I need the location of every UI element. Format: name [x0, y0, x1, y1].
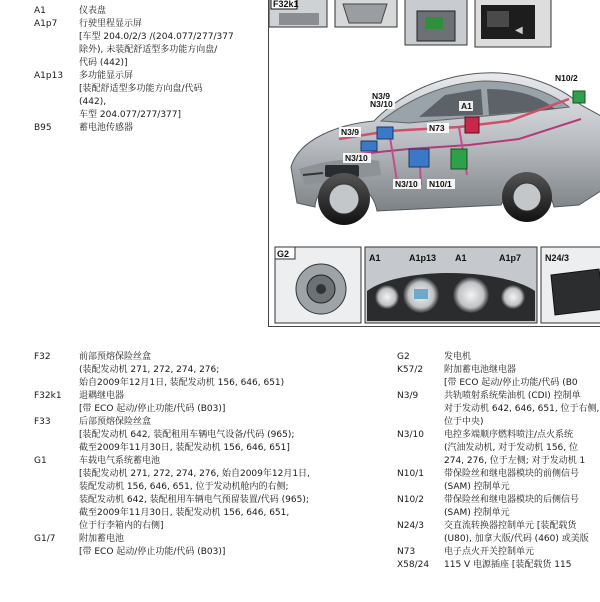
legend-code: N10/2: [397, 495, 424, 505]
legend-text: [带 ECO 起动/停止功能/代码 (B0: [444, 378, 578, 388]
callout-label: N3/10: [370, 99, 393, 109]
legend-entry: [34, 390, 354, 416]
legend-code: G1: [34, 456, 47, 466]
legend-text: [车型 204.0/2/3 /(204.077/277/377: [79, 32, 234, 42]
legend-text: 发电机: [444, 352, 472, 362]
legend-code: G1/7: [34, 534, 56, 544]
legend-entry: [397, 520, 600, 546]
callout-label: N3/9: [372, 91, 390, 101]
legend-entry: [34, 455, 354, 533]
legend-entry: [397, 468, 600, 494]
legend-text: (装配发动机 271, 272, 274, 276;: [79, 365, 220, 375]
legend-entry: [397, 364, 600, 390]
top-inset-photo-3: [405, 0, 467, 45]
legend-text: 除外), 未装配舒适型多功能方向盘/: [79, 45, 218, 55]
legend-text: 位于中央): [444, 417, 484, 427]
callout-label: N73: [429, 123, 445, 133]
legend-text: 退耦继电器: [79, 391, 125, 401]
top-inset-photo-4: [475, 0, 551, 47]
legend-text: [带 ECO 起动/停止功能/代码 (B03)]: [79, 404, 226, 414]
component-location-figure: [268, 0, 600, 327]
legend-text: (U80), 加拿大版/代码 (460) 或美版: [444, 534, 589, 544]
callout-label: N3/10: [395, 179, 418, 189]
legend-text: 对于发动机 642, 646, 651, 位于右侧,: [444, 404, 600, 414]
legend-code: F32k1: [34, 391, 62, 401]
legend-text: 交直流转换器控制单元 [装配载货: [444, 521, 577, 531]
legend-entry: [34, 416, 354, 455]
legend-text: 电子点火开关控制单元: [444, 547, 535, 557]
legend-text: (SAM) 控制单元: [444, 482, 510, 492]
legend-text: (SAM) 控制单元: [444, 508, 510, 518]
callout-label: N3/10: [345, 153, 368, 163]
legend-entry: [397, 494, 600, 520]
top-inset-photo-1: [269, 0, 327, 27]
legend-text: 截至2009年11月30日, 装配发动机 156, 646, 651]: [79, 443, 290, 453]
legend-text: 后部预熔保险丝盒: [79, 417, 152, 427]
legend-text: (汽油发动机, 对于发动机 156, 位: [444, 443, 578, 453]
panel-tag: A1: [369, 253, 381, 263]
panel-instrument-cluster: [365, 247, 537, 323]
legend-code: N3/9: [397, 391, 419, 401]
panel-tag: G2: [277, 249, 290, 259]
legend-text: 附加蓄电池继电器: [444, 365, 517, 375]
legend-text: [带 ECO 起动/停止功能/代码 (B03)]: [79, 547, 226, 557]
legend-entry: [34, 533, 354, 559]
legend-entry: [397, 559, 600, 572]
panel-tag: A1: [455, 253, 467, 263]
legend-entry: [397, 429, 600, 468]
top-inset-photo-2: [335, 0, 397, 27]
legend-code: K57/2: [397, 365, 424, 375]
legend-code: A1: [34, 6, 46, 16]
legend-text: [装配发动机 642, 装配租用车辆电气设备/代码 (965);: [79, 430, 295, 440]
legend-code: N73: [397, 547, 416, 557]
legend-top-left: [34, 5, 264, 135]
callout-label: N3/9: [341, 127, 359, 137]
legend-text: 装配发动机 156, 646, 651, 位于发动机舱内的右侧;: [79, 482, 289, 492]
legend-entry: [34, 18, 264, 70]
legend-entry: [34, 5, 264, 18]
panel-tag: A1p13: [409, 253, 437, 263]
legend-code: A1p13: [34, 71, 64, 81]
legend-text: 274, 276, 位于左侧; 对于发动机 1: [444, 456, 586, 466]
legend-entry: [397, 351, 600, 364]
legend-code: B95: [34, 123, 52, 133]
legend-entry: [397, 546, 600, 559]
panel-tag: A1p7: [499, 253, 522, 263]
legend-entry: [34, 70, 264, 122]
legend-text: 车载电气系统蓄电池: [79, 456, 161, 466]
legend-text: 多功能显示屏: [79, 71, 134, 81]
callout-label: N10/1: [429, 179, 452, 189]
legend-text: 始自2009年12月1日, 装配发动机 156, 646, 651): [79, 378, 285, 388]
panel-tag: N24/3: [545, 253, 570, 263]
legend-text: [装配发动机 271, 272, 274, 276, 始自2009年12月1日,: [79, 469, 310, 479]
callout-label: N10/2: [555, 73, 578, 83]
panel-generator: [275, 247, 361, 323]
legend-code: N3/10: [397, 430, 424, 440]
legend-text: 附加蓄电池: [79, 534, 125, 544]
legend-text: 带保险丝和继电器模块的前侧信号: [444, 469, 580, 479]
legend-code: A1p7: [34, 19, 58, 29]
legend-text: 截至2009年11月30日, 装配发动机 156, 646, 651,: [79, 508, 290, 518]
legend-text: 位于行李箱内的右侧]: [79, 521, 164, 531]
figure-tag: F32k1: [273, 0, 299, 9]
legend-text: 共轨喷射系统柴油机 (CDI) 控制单: [444, 391, 581, 401]
legend-text: 115 V 电源插座 [装配载货 115: [444, 560, 572, 570]
legend-text: 装配发动机 642, 装配租用车辆电气预留装置/代码 (965);: [79, 495, 309, 505]
callout-label: A1: [461, 101, 472, 111]
legend-code: N24/3: [397, 521, 424, 531]
legend-code: N10/1: [397, 469, 424, 479]
legend-code: G2: [397, 352, 410, 362]
legend-code: F33: [34, 417, 51, 427]
legend-text: 代码 (442)]: [79, 58, 128, 68]
arrow-icon: ◀: [515, 25, 523, 36]
legend-text: 前部预熔保险丝盒: [79, 352, 152, 362]
legend-entry: [34, 122, 264, 135]
legend-code: F32: [34, 352, 51, 362]
legend-text: 蓄电池传感器: [79, 123, 134, 133]
figure-svg: [269, 0, 600, 326]
legend-text: 电控多端顺序燃料喷注/点火系统: [444, 430, 574, 440]
car-illustration: [291, 73, 600, 225]
panel-converter: [541, 247, 600, 323]
legend-code: X58/24: [397, 560, 430, 570]
legend-text: [装配舒适型多功能方向盘/代码: [79, 84, 203, 94]
legend-text: 车型 204.077/277/377]: [79, 110, 182, 120]
legend-bottom-right: [397, 351, 600, 572]
legend-entry: [397, 390, 600, 429]
legend-text: 带保险丝和继电器模块的后侧信号: [444, 495, 580, 505]
legend-text: 行驶里程显示屏: [79, 19, 143, 29]
legend-bottom-left: [34, 351, 354, 559]
legend-text: (442),: [79, 97, 107, 107]
legend-entry: [34, 351, 354, 390]
legend-text: 仪表盘: [79, 6, 107, 16]
